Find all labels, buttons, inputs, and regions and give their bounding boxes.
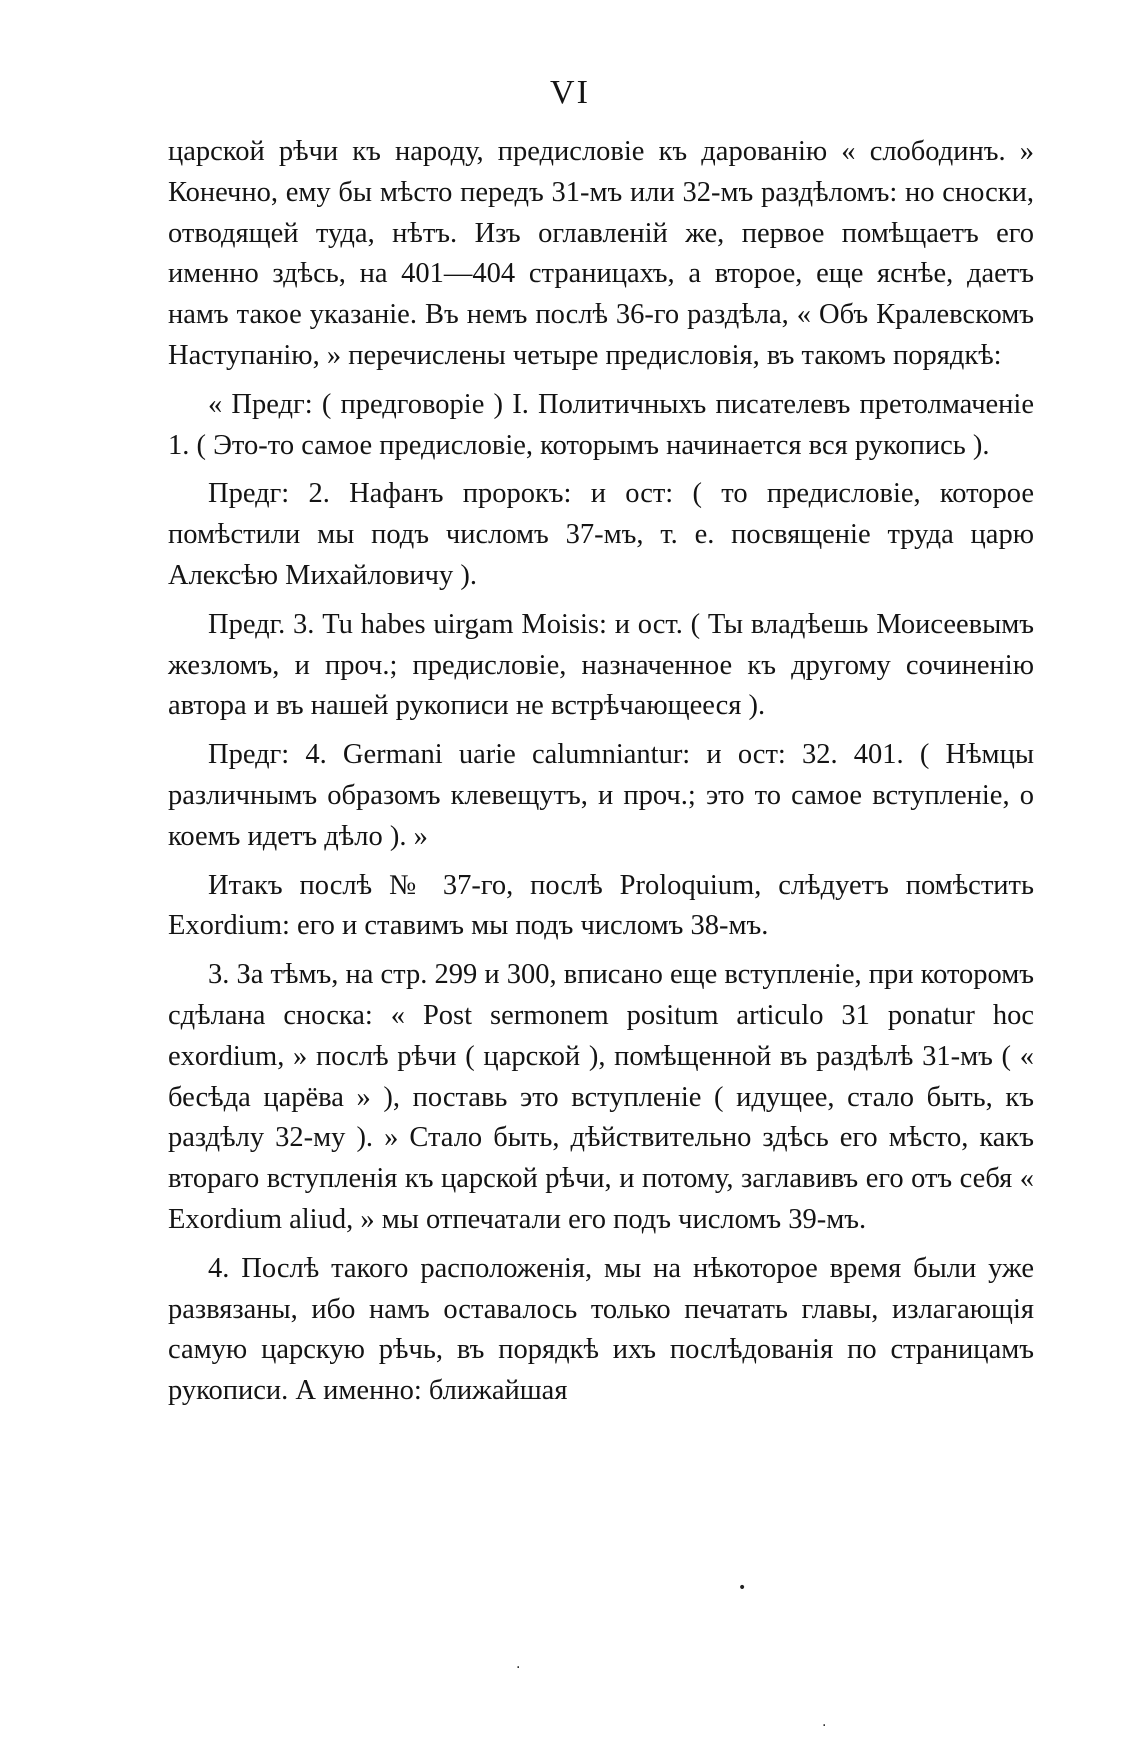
paragraph-8: 4. Послѣ такого расположенія, мы на нѣкоторое время были уже развязаны, ибо намъ оставалось только печатать главы, излагающія самую царскую рѣчь, въ порядкѣ ихъ послѣдованія по страницамъ рукописи. А именно: ближайшая [168,1252,1034,1407]
page-body [168,132,1034,1420]
ink-speck: • [738,1580,747,1596]
paragraph-2: « Предг: ( предговоріе ) I. Политичныхъ писателевъ претолмаченіе 1. ( Это-то самое предисловіе, которымъ начинается вся рукопись ). [168,388,1034,461]
paragraph-4: Предг. 3. Tu habes uirgam Moisis: и ост. ( Ты владѣешь Моисеевымъ жезломъ, и проч.; предисловіе, назначенное къ другому сочиненію автора и въ нашей рукописи не встрѣчающееся ). [168,608,1034,722]
ink-speck: · [822,1718,827,1734]
ink-speck: · [516,1660,521,1676]
paragraph-6: Итакъ послѣ № 37-го, послѣ Proloquium, слѣдуетъ помѣстить Exordium: его и ставимъ мы подъ числомъ 38-мъ. [168,869,1034,942]
paragraph-5: Предг: 4. Germani uarie calumniantur: и ост: 32. 401. ( Нѣмцы различнымъ образомъ клевещутъ, и проч.; это то самое вступленіе, о коемъ идетъ дѣло ). » [168,739,1034,852]
paragraph-3: Предг: 2. Нафанъ пророкъ: и ост: ( то предисловіе, которое помѣстили мы подъ числомъ 37-мъ, т. е. посвященіе труда царю Алексѣю Михайловичу ). [168,478,1034,591]
paragraph-7: 3. За тѣмъ, на стр. 299 и 300, вписано еще вступленіе, при которомъ сдѣлана сноска: « Post sermonem positum articulo 31 ponatur hoc exordium, » послѣ рѣчи ( царской ), помѣщенной въ раздѣлѣ 31-мъ ( « бесѣда царёва » ), поставь это вступленіе ( идущее, стало быть, къ раздѣлу 32-му ). » Стало быть, дѣйствительно здѣсь его мѣсто, какъ втораго вступленія къ царской рѣчи, и потому, заглавивъ его отъ себя « Exordium aliud, » мы отпечатали его подъ числомъ 39-мъ. [168,959,1035,1235]
page-number: VI [550,74,590,111]
paragraph-1: царской рѣчи къ народу, предисловіе къ дарованію « слободинъ. » Конечно, ему бы мѣсто передъ 31-мъ или 32-мъ раздѣломъ: но сноски, отводящей туда, нѣтъ. Изъ оглавленій же, первое помѣщаетъ его именно здѣсь, на 401—404 страницахъ, а второе, еще яснѣе, даетъ намъ такое указаніе. Въ немъ послѣ 36-го раздѣла, « Объ Кралевскомъ Наступанію, » перечислены четыре предисловія, въ такомъ порядкѣ: [168,136,1034,371]
